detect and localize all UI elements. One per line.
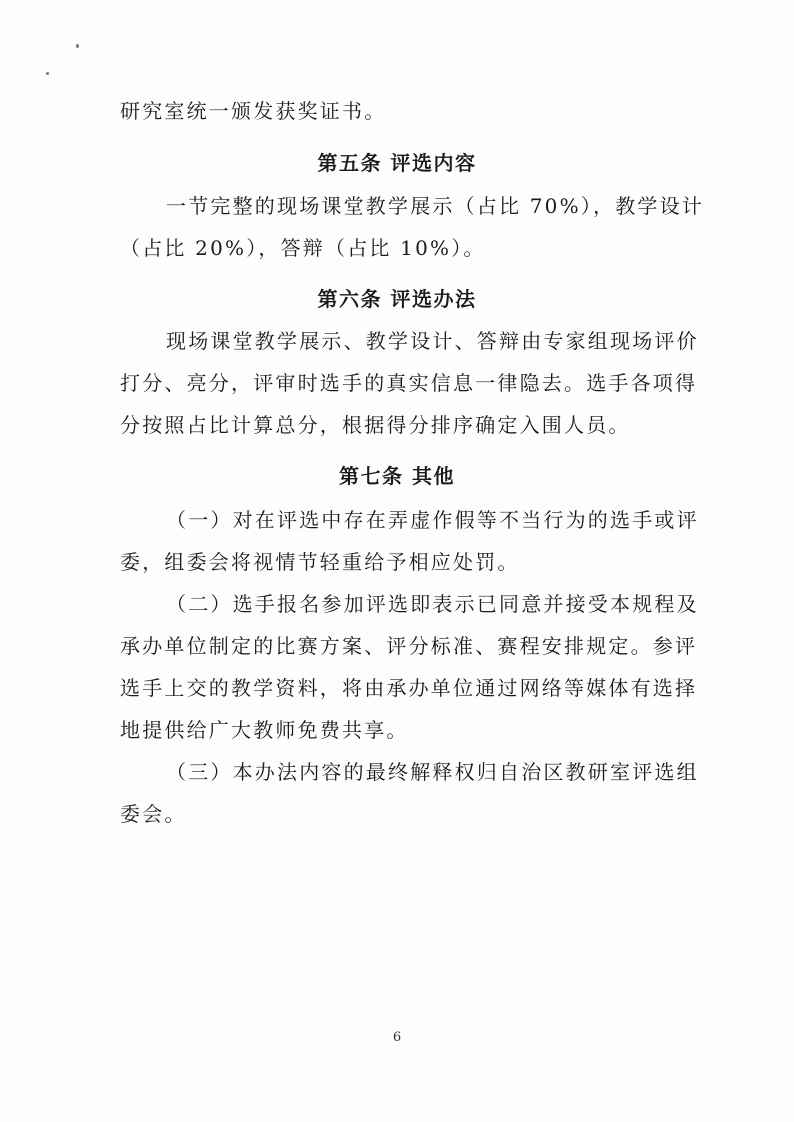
text-line: 地提供给广大教师免费共享。 [120, 718, 409, 742]
section-heading-5: 第五条 评选内容 [317, 151, 477, 175]
text-line: （二）选手报名参加评选即表示已同意并接受本规程及 [166, 592, 699, 616]
text-line: （一）对在评选中存在弄虚作假等不当行为的选手或评 [166, 508, 699, 532]
text-line: 现场课堂教学展示、教学设计、答辩由专家组现场评价 [166, 329, 699, 353]
text-line: 研究室统一颁发获奖证书。 [120, 99, 387, 123]
text-line: （三）本办法内容的最终解释权归自治区教研室评选组 [166, 760, 699, 784]
text-line: 选手上交的教学资料，将由承办单位通过网络等媒体有选择 [120, 676, 698, 700]
section-heading-7: 第七条 其他 [339, 464, 455, 488]
text-line: 承办单位制定的比赛方案、评分标准、赛程安排规定。参评 [120, 634, 698, 658]
text-line: 委会。 [120, 802, 187, 826]
text-line: 打分、亮分，评审时选手的真实信息一律隐去。选手各项得 [120, 371, 698, 395]
scan-speck [76, 44, 79, 48]
scan-speck [46, 72, 49, 75]
section-heading-6: 第六条 评选办法 [317, 287, 477, 311]
text-line: 委，组委会将视情节轻重给予相应处罚。 [120, 550, 520, 574]
text-line: 分按照占比计算总分，根据得分排序确定入围人员。 [120, 413, 631, 437]
text-line: 一节完整的现场课堂教学展示（占比 70%），教学设计 [166, 194, 705, 218]
text-line: （占比 20%），答辩（占比 10%）。 [120, 236, 486, 260]
page-number: 6 [392, 1030, 402, 1045]
